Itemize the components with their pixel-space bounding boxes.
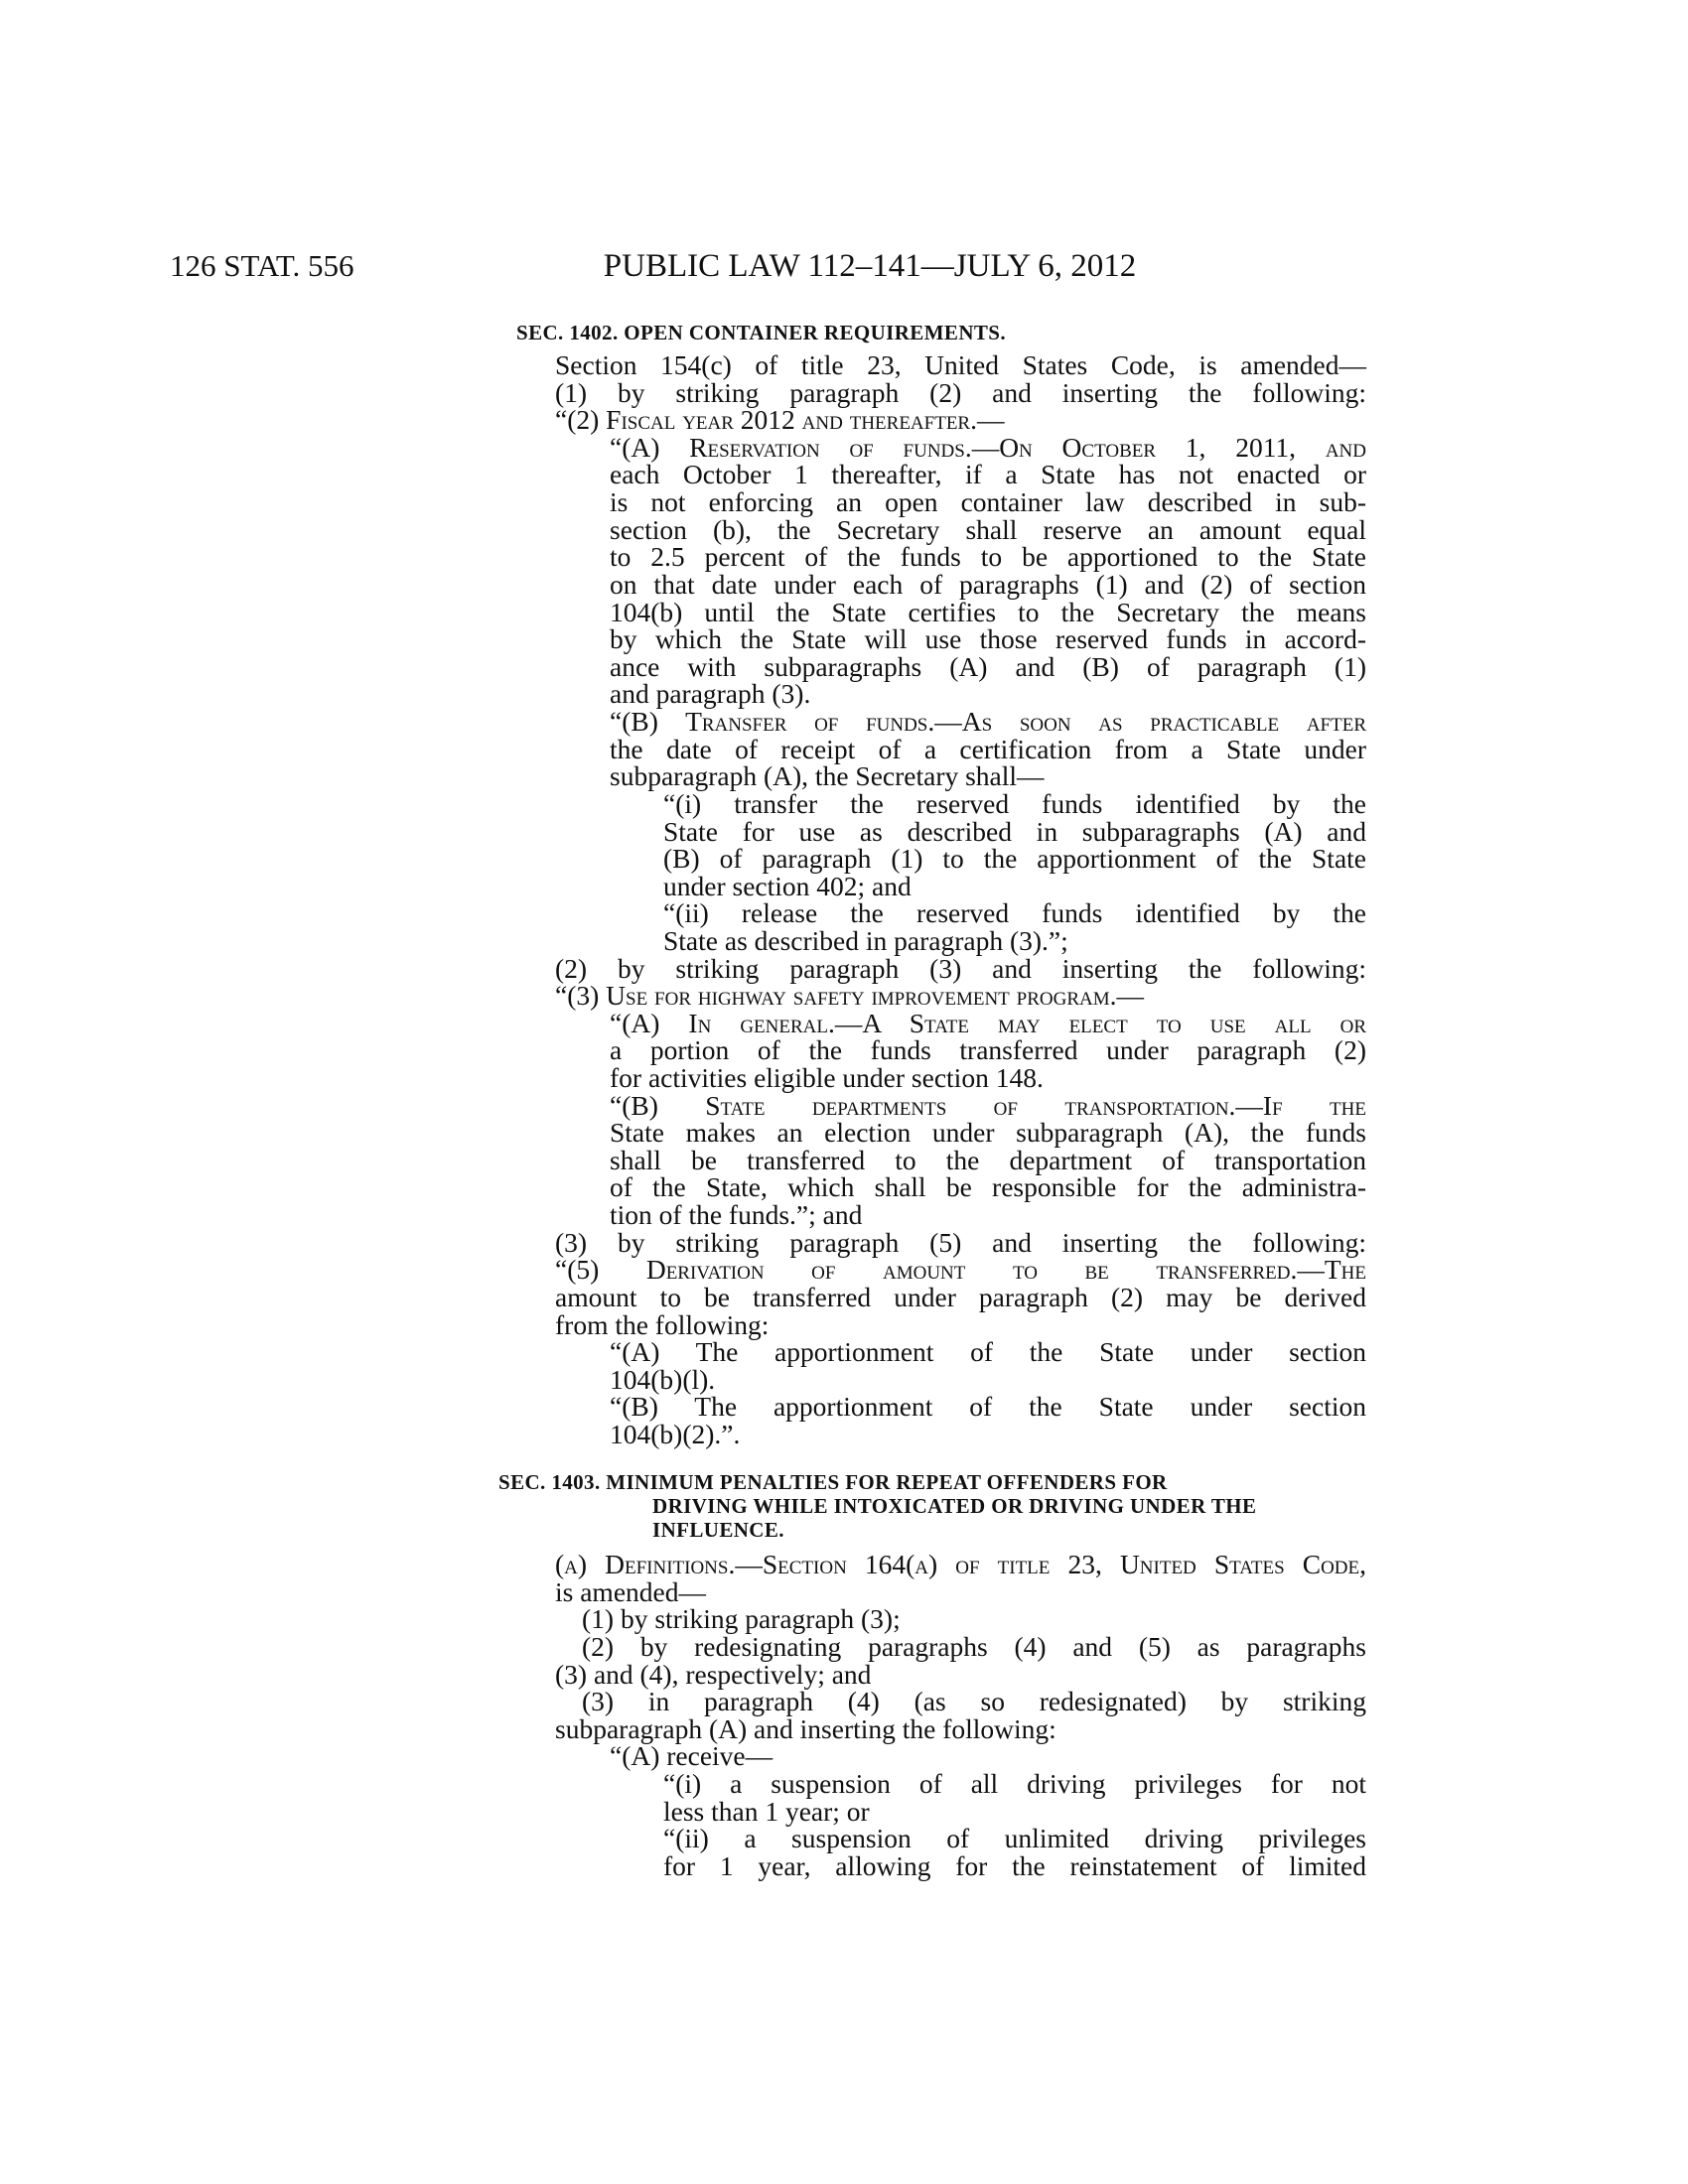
body-line: “(2) Fiscal year 2012 and thereafter.—: [555, 404, 1005, 435]
body-line: 104(b)(2).”.: [610, 1419, 741, 1449]
body-line: tion of the funds.”; and: [610, 1199, 863, 1230]
body-line: “(i) transfer the reserved funds identified by the: [663, 788, 1366, 819]
body-line: each October 1 thereafter, if a State has not enacted or: [610, 459, 1366, 489]
body-line: by which the State will use those reserved funds in accord-: [610, 623, 1366, 654]
body-line: for activities eligible under section 148.: [610, 1062, 1044, 1093]
body-line: (1) by striking paragraph (2) and inserting the following:: [555, 377, 1366, 408]
section-1403-heading-line-2: DRIVING WHILE INTOXICATED OR DRIVING UNDER THE: [652, 1494, 1257, 1518]
body-line: subparagraph (A) and inserting the following:: [555, 1713, 1056, 1744]
body-line: “(ii) a suspension of unlimited driving privileges: [663, 1823, 1366, 1853]
body-line: (3) in paragraph (4) (as so redesignated) by striking: [582, 1686, 1366, 1716]
body-line: (B) of paragraph (1) to the apportionment of the State: [663, 843, 1366, 874]
body-line: State makes an election under subparagraph (A), the funds: [610, 1117, 1366, 1148]
body-line: is not enforcing an open container law described in sub-: [610, 486, 1366, 517]
body-line: State for use as described in subparagraphs (A) and: [663, 816, 1366, 847]
body-line: less than 1 year; or: [663, 1796, 870, 1827]
body-line: of the State, which shall be responsible for the administra-: [610, 1171, 1366, 1202]
body-line: “(B) State departments of transportation.—If the: [610, 1090, 1366, 1121]
body-line: for 1 year, allowing for the reinstatement of limited: [663, 1850, 1366, 1881]
body-line: and paragraph (3).: [610, 678, 811, 709]
body-line: “(A) In general.—A State may elect to use all or: [610, 1008, 1366, 1038]
body-line: section (b), the Secretary shall reserve an amount equal: [610, 514, 1366, 545]
body-line: (1) by striking paragraph (3);: [582, 1603, 901, 1634]
body-line: “(B) Transfer of funds.—As soon as practicable after: [610, 706, 1366, 737]
body-line: State as described in paragraph (3).”;: [663, 925, 1068, 956]
body-line: under section 402; and: [663, 871, 912, 901]
body-line: “(A) receive—: [610, 1740, 774, 1771]
body-line: “(i) a suspension of all driving privileges for not: [663, 1768, 1366, 1799]
body-line: is amended—: [555, 1576, 706, 1607]
body-line: (2) by striking paragraph (3) and inserting the following:: [555, 953, 1366, 984]
body-line: subparagraph (A), the Secretary shall—: [610, 760, 1045, 791]
body-line: (3) by striking paragraph (5) and inserting the following:: [555, 1227, 1366, 1258]
body-line: “(A) Reservation of funds.—On October 1, 2011, and: [610, 432, 1366, 463]
section-1403-heading-line-1: SEC. 1403. MINIMUM PENALTIES FOR REPEAT OFFENDERS FOR: [498, 1470, 1168, 1494]
body-line: ance with subparagraphs (A) and (B) of paragraph (1): [610, 651, 1366, 682]
body-line: 104(b)(l).: [610, 1364, 716, 1395]
running-header-title: PUBLIC LAW 112–141—JULY 6, 2012: [603, 248, 1137, 284]
body-line: a portion of the funds transferred under paragraph (2): [610, 1034, 1366, 1065]
body-line: “(3) Use for highway safety improvement program.—: [555, 980, 1145, 1011]
body-line: the date of receipt of a certification from a State under: [610, 734, 1366, 764]
body-line: 104(b) until the State certifies to the Secretary the means: [610, 597, 1366, 627]
section-1402-heading: SEC. 1402. OPEN CONTAINER REQUIREMENTS.: [516, 321, 1007, 344]
body-line: “(A) The apportionment of the State under section: [610, 1336, 1366, 1367]
body-line: (2) by redesignating paragraphs (4) and (5) as paragraphs: [582, 1631, 1366, 1662]
body-line: (a) Definitions.—Section 164(a) of title 23, United States Code,: [555, 1549, 1366, 1579]
body-line: “(ii) release the reserved funds identified by the: [663, 897, 1366, 928]
statute-page-number: 126 STAT. 556: [170, 248, 354, 283]
body-line: from the following:: [555, 1309, 770, 1340]
body-line: shall be transferred to the department of transportation: [610, 1145, 1366, 1175]
section-1403-heading-line-3: INFLUENCE.: [652, 1518, 784, 1542]
body-line: on that date under each of paragraphs (1) and (2) of section: [610, 569, 1366, 600]
body-line: Section 154(c) of title 23, United States Code, is amended—: [555, 349, 1366, 380]
body-line: amount to be transferred under paragraph (2) may be derived: [555, 1282, 1366, 1312]
body-line: (3) and (4), respectively; and: [555, 1659, 872, 1690]
body-line: “(5) Derivation of amount to be transferred.—The: [555, 1254, 1366, 1285]
body-line: to 2.5 percent of the funds to be apportioned to the State: [610, 541, 1366, 572]
body-line: “(B) The apportionment of the State under section: [610, 1391, 1366, 1422]
